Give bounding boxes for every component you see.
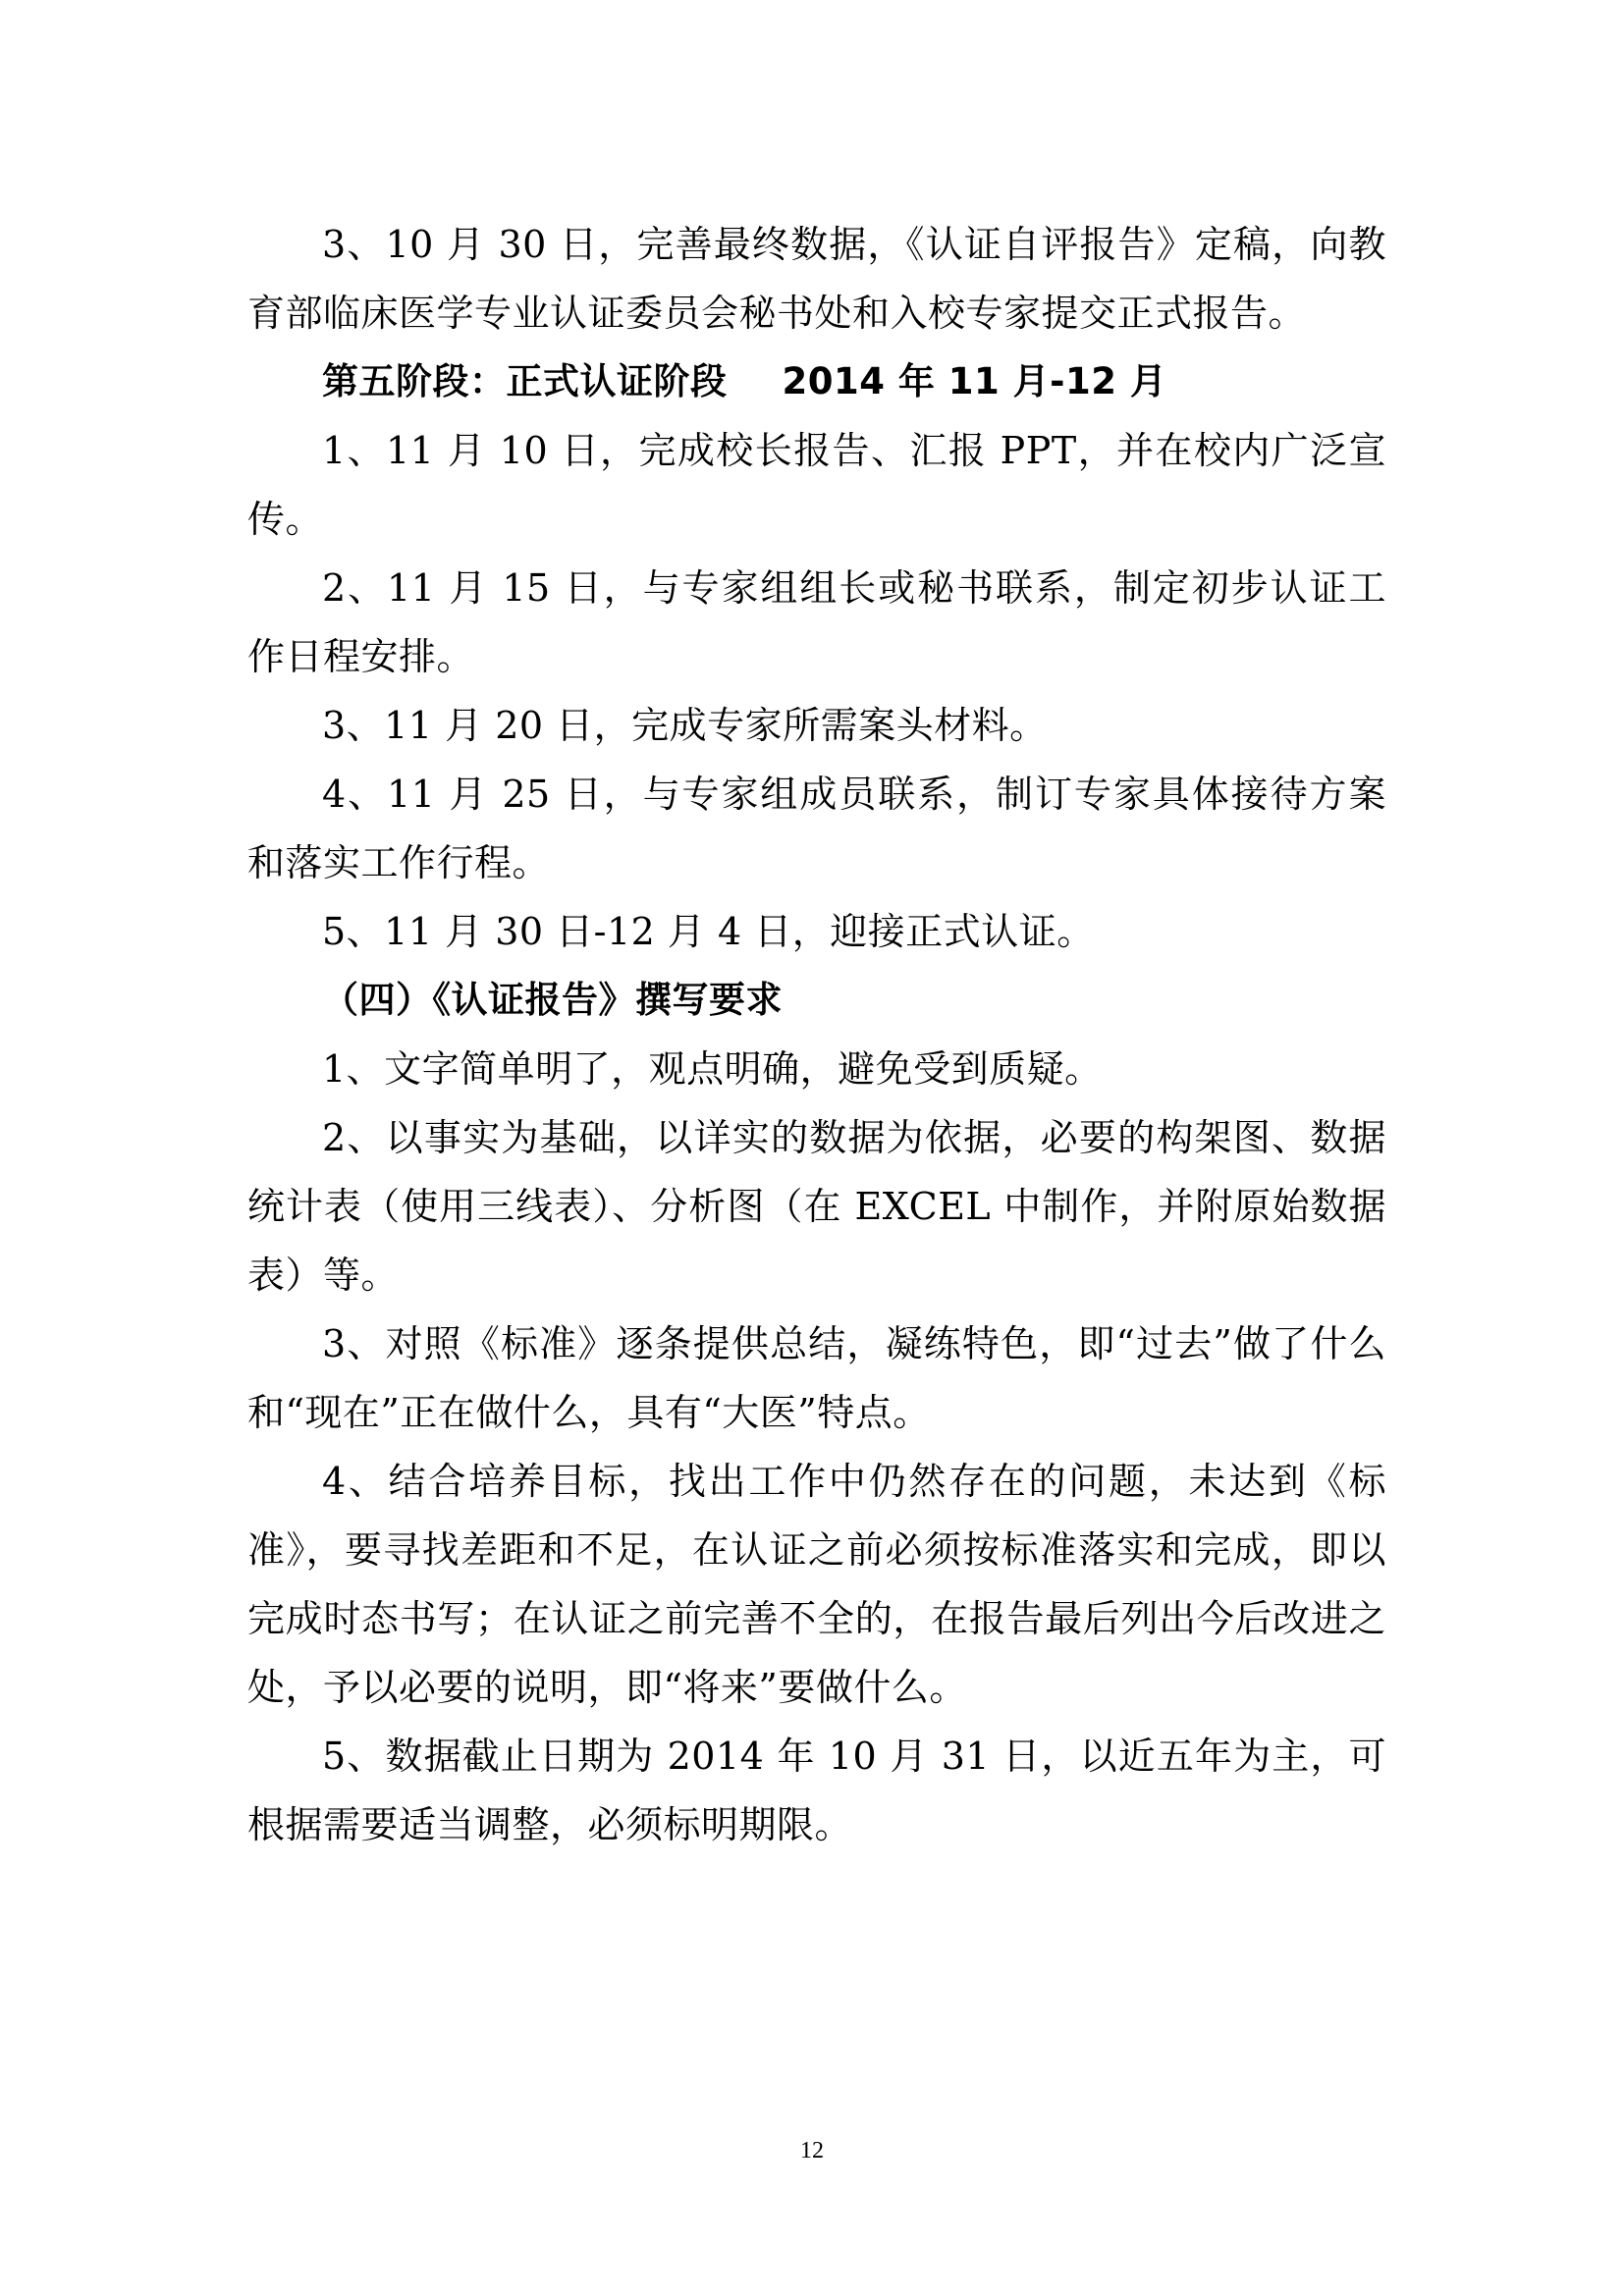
paragraph-req-1-concise: 1、文字简单明了，观点明确，避免受到质疑。 (322, 1047, 1103, 1091)
paragraph-item-2-contact-experts: 2、11 月 15 日，与专家组组长或秘书联系，制定初步认证工作日程安排。 (247, 566, 1386, 678)
paragraph-item-3-final-report: 3、10 月 30 日，完善最终数据，《认证自评报告》定稿，向教育部临床医学专业认证委员会秘书处和入校专家提交正式报告。 (247, 223, 1386, 335)
paragraph-req-2-data-based: 2、以事实为基础，以详实的数据为依据，必要的构架图、数据统计表（使用三线表）、分析图（在 EXCEL 中制作，并附原始数据表）等。 (247, 1116, 1386, 1297)
paragraph-item-3-desk-materials: 3、11 月 20 日，完成专家所需案头材料。 (322, 704, 1048, 747)
page-number: 12 (800, 2138, 824, 2163)
paragraph-item-4-reception-plan: 4、11 月 25 日，与专家组成员联系，制订专家具体接待方案和落实工作行程。 (247, 773, 1386, 884)
paragraph-item-1-president-report: 1、11 月 10 日，完成校长报告、汇报 PPT，并在校内广泛宣传。 (247, 429, 1386, 541)
heading-period: 2014 年 11 月-12 月 (782, 360, 1167, 402)
paragraph-req-5-deadline: 5、数据截止日期为 2014 年 10 月 31 日，以近五年为主，可根据需要适当调整，必须标明期限。 (247, 1735, 1386, 1846)
paragraph-item-5-formal-certification: 5、11 月 30 日-12 月 4 日，迎接正式认证。 (322, 910, 1095, 953)
section-heading-stage-five (247, 347, 1386, 416)
document-body (247, 210, 1386, 1859)
paragraph-req-4-goals: 4、结合培养目标，找出工作中仍然存在的问题，未达到《标准》，要寻找差距和不足，在认证之前必须按标准落实和完成，即以完成时态书写；在认证之前完善不全的，在报告最后列出今后改进之处，予以必要的说明，即“将来”要做什么。 (247, 1460, 1386, 1709)
section-heading-report-requirements (247, 966, 1386, 1035)
paragraph-req-3-standards: 3、对照《标准》逐条提供总结，凝练特色，即“过去”做了什么和“现在”正在做什么，具有“大医”特点。 (247, 1322, 1386, 1434)
heading-title: （四）《认证报告》撰写要求 (322, 979, 783, 1021)
heading-title: 第五阶段：正式认证阶段 (322, 360, 728, 402)
